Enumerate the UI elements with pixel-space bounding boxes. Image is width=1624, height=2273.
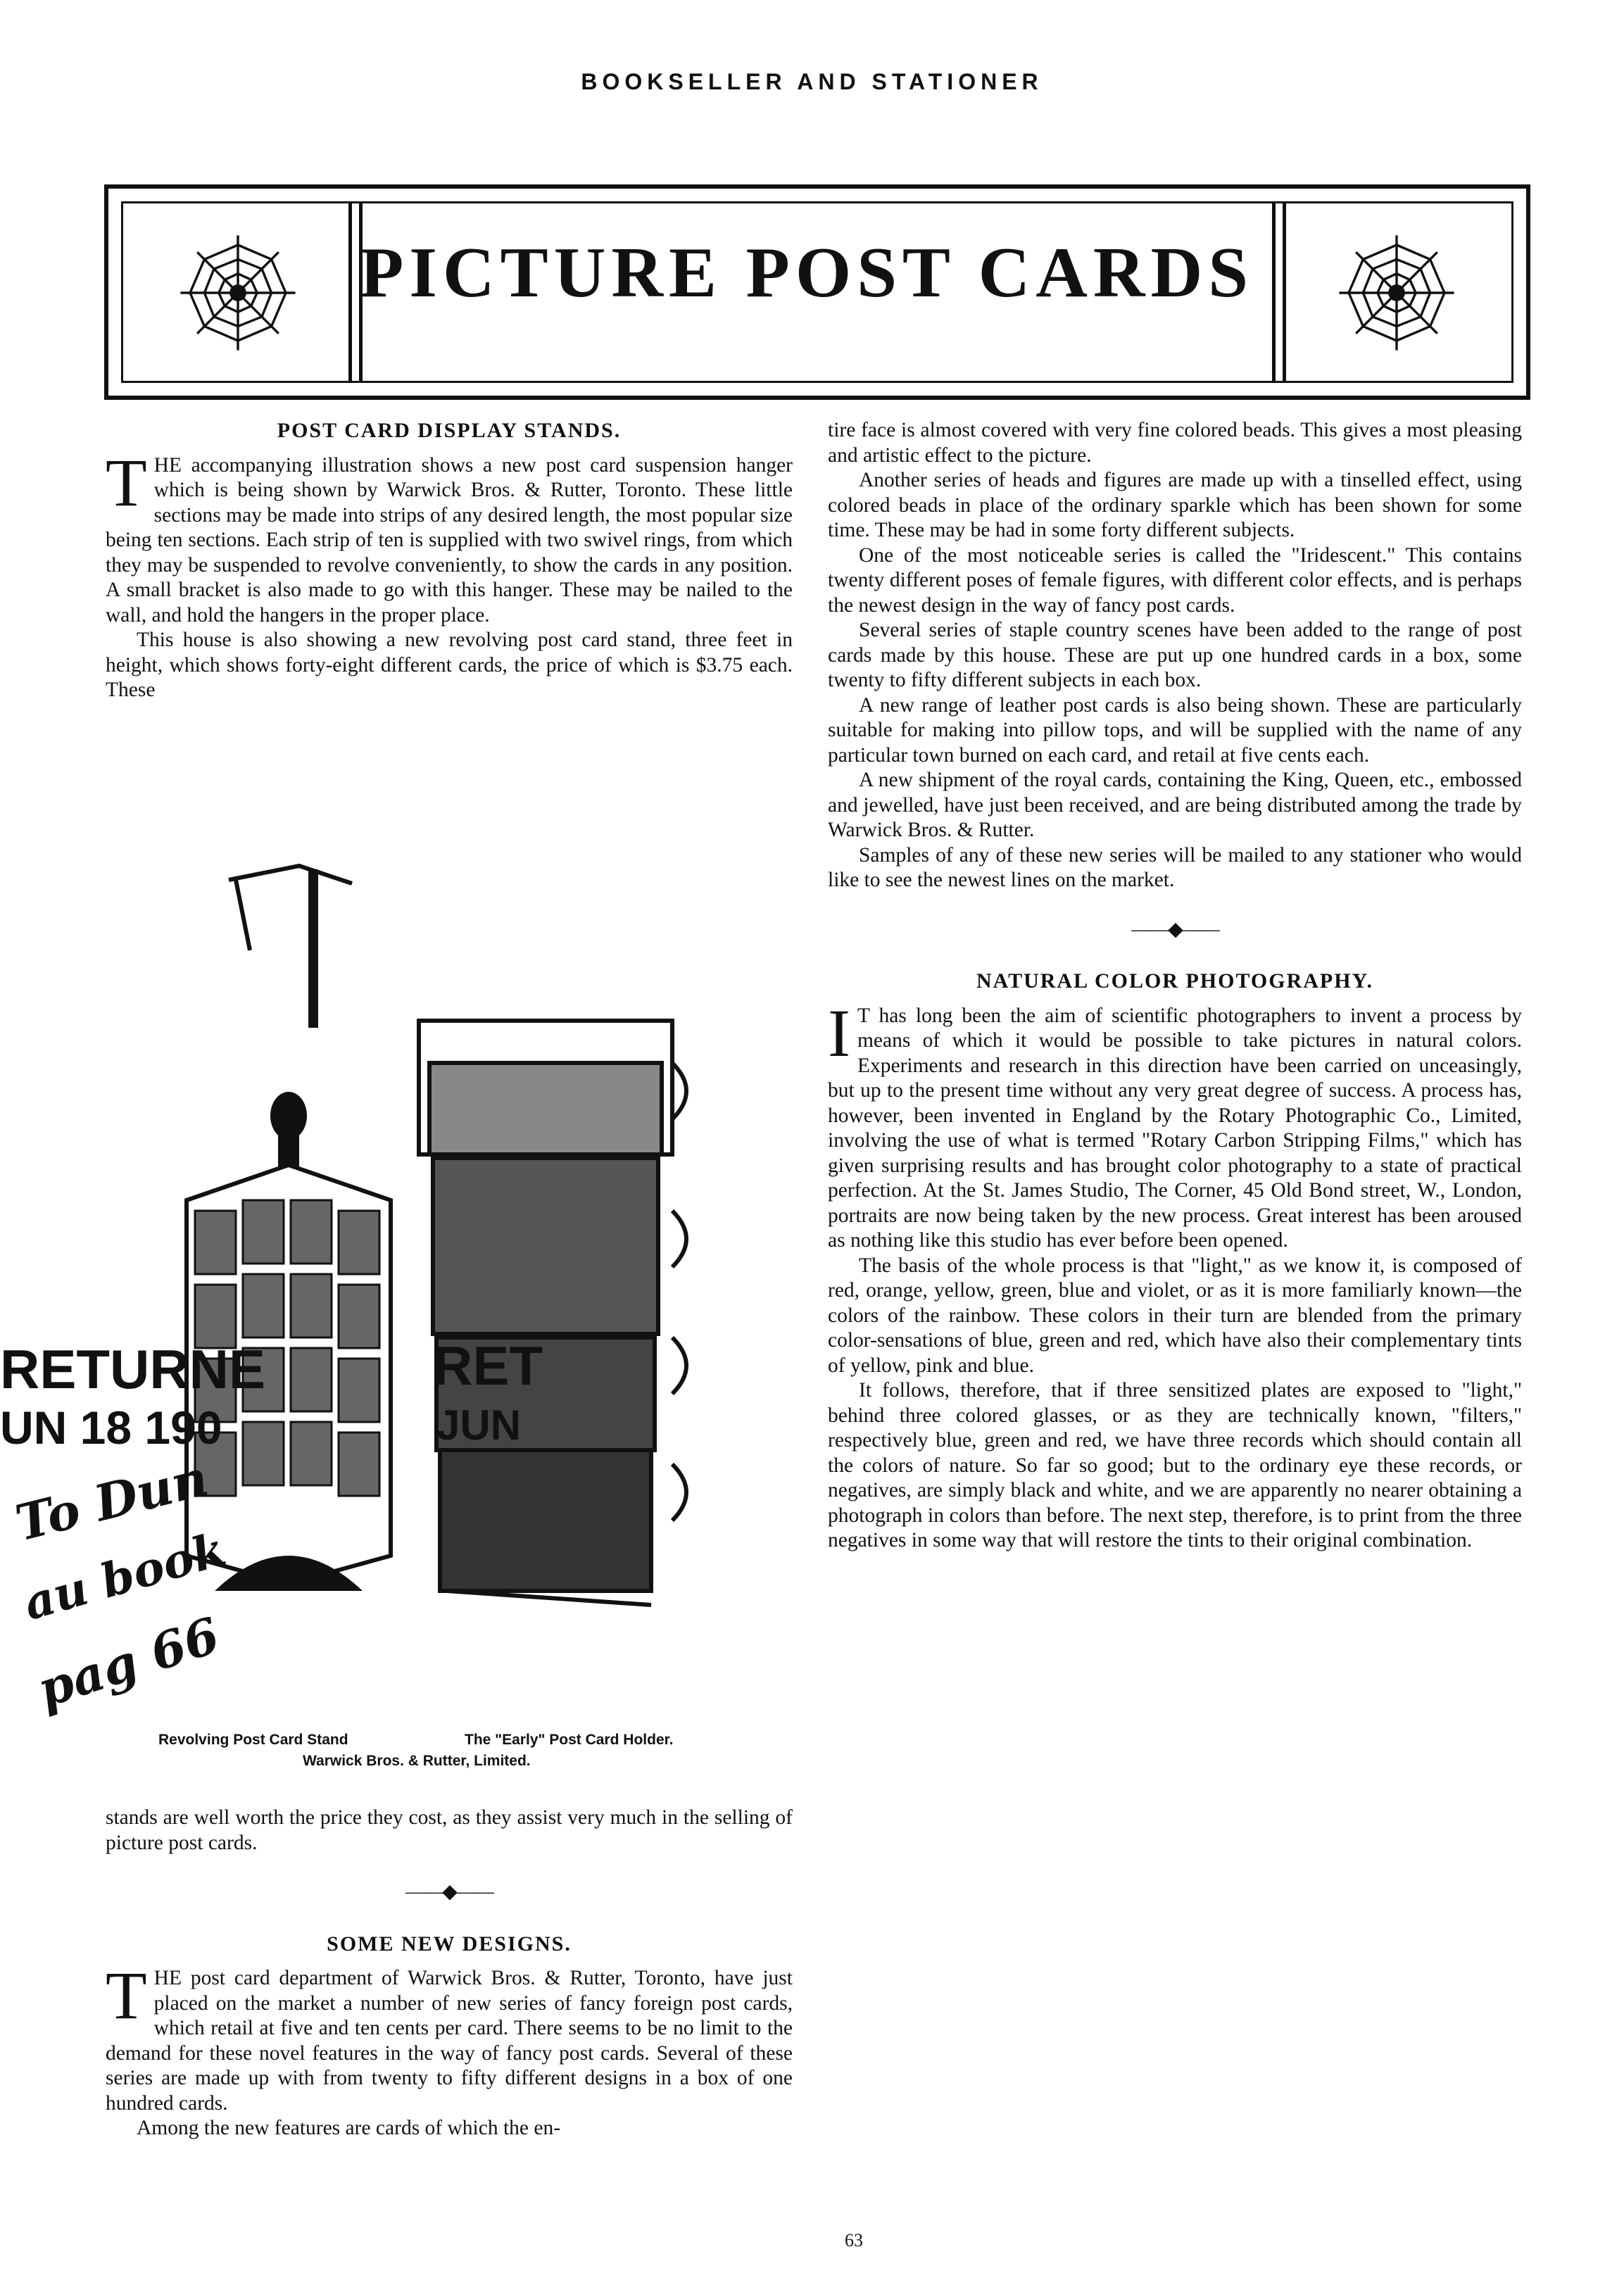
article-paragraph: stands are well worth the price they cost, as they assist very much in the selling of picture post cards.	[106, 1806, 793, 1854]
caption-early-holder: The "Early" Post Card Holder.	[465, 1732, 674, 1748]
page-title: PICTURE POST CARDS	[360, 233, 1254, 313]
right-column	[828, 418, 1522, 1554]
section-divider: ——◆——	[1131, 918, 1219, 940]
title-banner	[104, 184, 1530, 400]
section-heading-display-stands: POST CARD DISPLAY STANDS.	[277, 419, 622, 442]
stamp-date-right: JUN	[436, 1402, 522, 1449]
paragraph-text: T has long been the aim of scientific photographers to invent a process by means of which it would be possible to take pictures in natural colors. Experiments and research in this direction have been carried on unceasingly, but up to the present time without any very great degree of success. A process has, however, been invented in England by the Rotary Photographic Co., Limited, involving the use of what is termed "Rotary Carbon Stripping Films," which has given surprising results and has brought color photography to a state of practical perfection. At the St. James Studio, The Corner, 45 Old Bond street, W., London, portraits are now being taken by the new process. Great interest has been aroused as nothing like this studio has ever before been opened.	[828, 1004, 1522, 1252]
section-divider: ——◆——	[405, 1881, 493, 1903]
handwritten-note-3: pag 66	[30, 1606, 227, 1719]
left-column-bottom	[106, 1806, 793, 2141]
returned-stamp-left: RETURNE	[0, 1338, 266, 1400]
dropcap: T	[106, 444, 147, 520]
stamp-date-left: UN 18 190	[0, 1402, 222, 1454]
article-paragraph	[828, 995, 1522, 1254]
article-paragraph: One of the most noticeable series is called the "Iridescent." This contains twenty different poses of female figures, with different color effects, and is perhaps the newest design in the way of fancy post cards.	[828, 543, 1522, 617]
paragraph-text: HE post card department of Warwick Bros. & Rutter, Toronto, have just placed on the market a number of new series of fancy foreign post cards, which retail at five and ten cents per card. There seems to be no limit to the demand for these novel features in the way of fancy post cards. Several of these series are made up with from twenty to fifty different designs in a box of one hundred cards.	[106, 1967, 793, 2115]
page-number: 63	[845, 2230, 863, 2250]
article-paragraph: Another series of heads and figures are made up with a tinselled effect, using colored beads in place of the ordinary sparkle which has been shown for some time. These may be had in some forty different subjects.	[828, 469, 1522, 541]
dropcap: I	[828, 995, 850, 1071]
post-card-stands-illustration	[165, 845, 799, 1739]
caption-revolving-stand: Revolving Post Card Stand	[158, 1732, 348, 1748]
article-paragraph: Among the new features are cards of which the en-	[137, 2117, 561, 2139]
article-paragraph: This house is also showing a new revolving post card stand, three feet in height, which shows forty-eight different cards, the price of which is $3.75 each. These	[106, 629, 793, 701]
spiderweb-icon-left	[178, 233, 298, 353]
returned-stamp-right: RET	[433, 1335, 543, 1397]
article-paragraph: A new shipment of the royal cards, containing the King, Queen, etc., embossed and jewelled, have just been received, and are being distributed among the trade by Warwick Bros. & Rutter.	[828, 769, 1522, 841]
article-paragraph	[106, 444, 793, 629]
article-paragraph: The basis of the whole process is that "light," as we know it, is composed of red, orange, yellow, green, blue and violet, or as it is more familiarly known—the colors of the rainbow. These colors in their turn are blended from the primary color-sensations of blue, green and red, which have also their complementary tints of yellow, pink and blue.	[828, 1254, 1522, 1377]
article-paragraph: Samples of any of these new series will be mailed to any stationer who would like to see the newest lines on the market.	[828, 843, 1522, 891]
handwritten-note-2: au book	[17, 1521, 232, 1631]
paragraph-text: HE accompanying illustration shows a new post card suspension hanger which is being shown by Warwick Bros. & Rutter, Toronto. These little sections may be made into strips of any desired length, the most popular size being ten sections. Each strip of ten is supplied with two swivel rings, from which they may be suspended to revolve conveniently, to show the cards in any position. A small bracket is also made to go with this hanger. These may be nailed to the wall, and hold the hangers in the proper place.	[106, 453, 793, 627]
left-column-top	[106, 418, 793, 703]
banner-inner-frame	[121, 201, 1513, 383]
article-paragraph	[106, 1958, 793, 2116]
spiderweb-icon-right	[1337, 233, 1456, 353]
section-heading-new-designs: SOME NEW DESIGNS.	[327, 1932, 572, 1956]
article-paragraph: tire face is almost covered with very fine colored beads. This gives a most pleasing and artistic effect to the picture.	[828, 419, 1522, 467]
article-paragraph: Several series of staple country scenes have been added to the range of post cards made by this house. These are put up one hundred cards in a box, some twenty to fifty different subjects in each box.	[828, 619, 1522, 691]
article-paragraph: It follows, therefore, that if three sensitized plates are exposed to "light," behind three colored glasses, or as they are technically known, "filters," respectively blue, green and red, we have three records which should contain all the colors of nature. So far so good; but to the ordinary eye these records, or negatives, are simply black and white, and we are apparently no nearer obtaining a photograph in colors than before. The next step, therefore, is to print from the three negatives in some way that will restore the tints to their original combination.	[828, 1379, 1522, 1551]
running-head: BOOKSELLER AND STATIONER	[581, 69, 1043, 94]
dropcap: T	[106, 1958, 147, 2033]
handwritten-note-1: To Dun	[10, 1448, 214, 1553]
article-paragraph: A new range of leather post cards is also being shown. These are particularly suitable for making into pillow tops, and will be supplied with the name of any particular town burned on each card, and retail at five cents each.	[828, 693, 1522, 767]
caption-credit: Warwick Bros. & Rutter, Limited.	[303, 1753, 531, 1769]
section-heading-color-photography: NATURAL COLOR PHOTOGRAPHY.	[976, 969, 1373, 993]
